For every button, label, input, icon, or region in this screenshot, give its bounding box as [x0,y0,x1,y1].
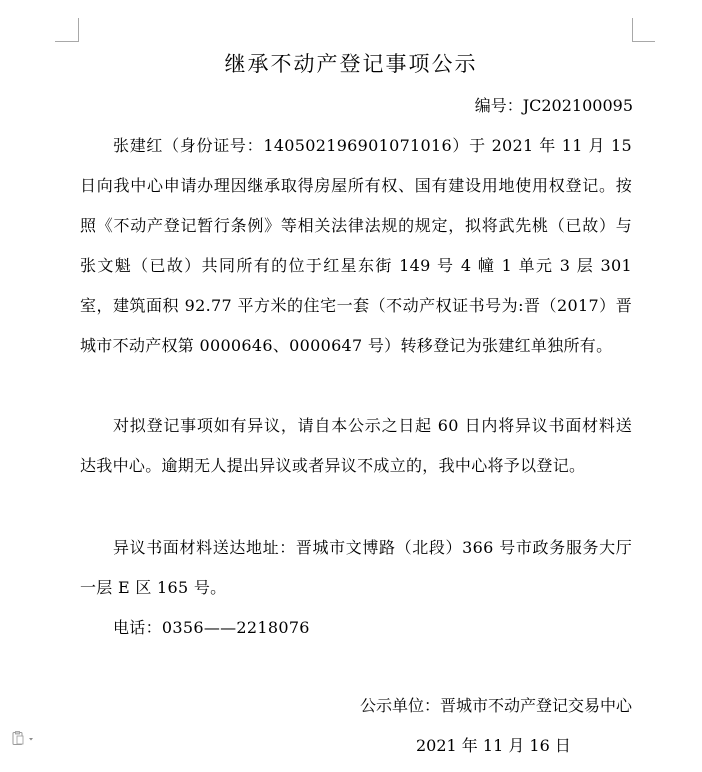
document-number: 编号：JC202100095 [474,96,633,115]
signature-date: 2021 年 11 月 16 日 [416,736,571,755]
paste-options-icon[interactable] [12,731,38,747]
crop-mark-top-right-v [632,18,633,42]
signature-unit: 公示单位：晋城市不动产登记交易中心 [359,696,632,715]
document-title: 继承不动产登记事项公示 [224,52,478,76]
paragraph-address: 异议书面材料送达地址：晋城市文博路（北段）366 号市政务服务大厅一层 E 区 165 号。 [80,538,632,597]
crop-mark-top-left-v [78,18,79,42]
paragraph-phone: 电话：0356——2218076 [113,618,310,637]
crop-mark-top-left-h [55,41,78,42]
crop-mark-top-right-h [632,41,655,42]
paragraph-objection: 对拟登记事项如有异议，请自本公示之日起 60 日内将异议书面材料送达我中心。逾期无人提出异议或者异议不成立的，我中心将予以登记。 [80,416,632,475]
paragraph-notice: 张建红（身份证号：140502196901071016）于 2021 年 11 月 15 日向我中心申请办理因继承取得房屋所有权、国有建设用地使用权登记。按照《不动产登记暂行条例》等相关法律法规的规定，拟将武先桃（已故）与张文魁（已故）共同所有的位于红星东街 149 号 4 幢 1 单元 3 层 301 室，建筑面积 92.77 平方米的住宅一套（不动产权证书号为:晋（2017）晋城市不动产权第 0000646、0000647 号）转移登记为张建红单独所有。 [80,136,632,355]
